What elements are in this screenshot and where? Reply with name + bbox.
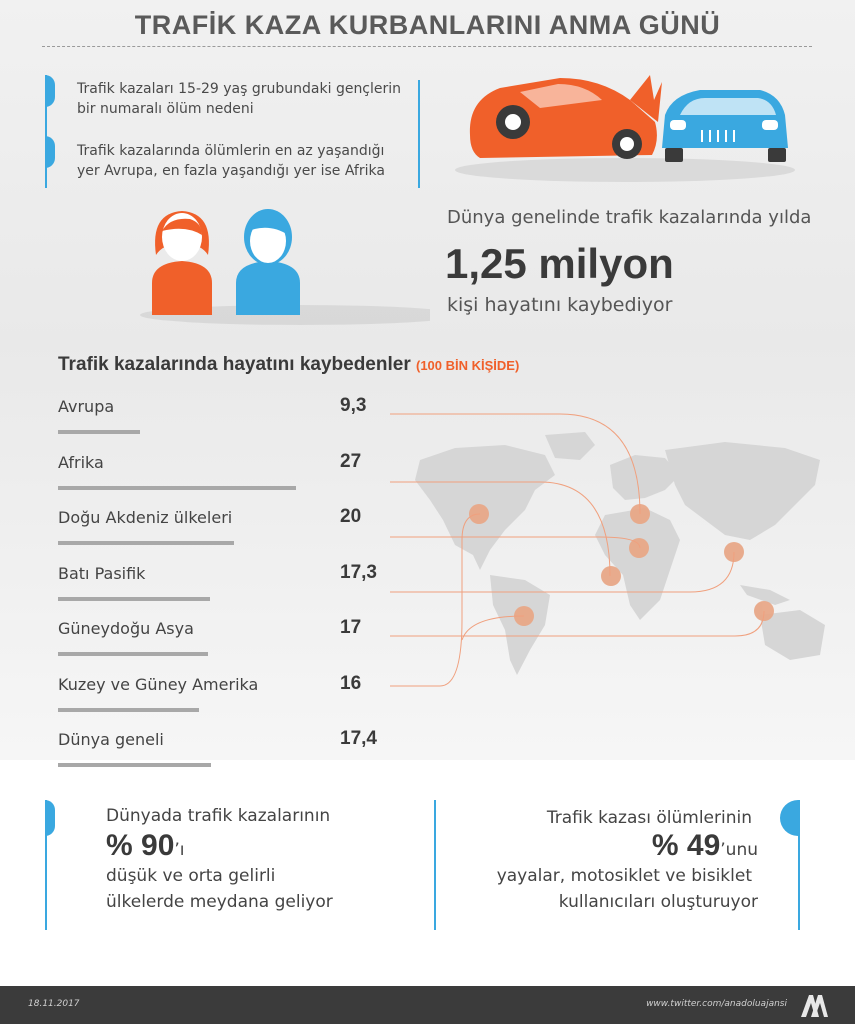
bottom-left-line1: Dünyada trafik kazalarının xyxy=(106,806,331,826)
bottom-left-line4: ülkelerde meydana geliyor xyxy=(106,892,333,912)
bar xyxy=(58,430,140,434)
bottom-left-text xyxy=(106,803,333,915)
stat-intro: Dünya genelinde trafik kazalarında yılda xyxy=(447,207,812,228)
bottom-right-text xyxy=(497,805,758,915)
bar xyxy=(58,708,199,712)
fact-1-line1: Trafik kazaları 15-29 yaş grubundaki gençlerin xyxy=(77,81,402,97)
footer xyxy=(0,986,855,1024)
fact-1-line2: bir numaralı ölüm nedeni xyxy=(77,101,254,117)
chart-title-text: Trafik kazalarında hayatını kaybedenler xyxy=(58,354,411,375)
connector-dogu-akdeniz xyxy=(390,537,640,548)
bottom-right-suffix: ’unu xyxy=(720,840,758,860)
footer-date: 18.11.2017 xyxy=(28,999,80,1009)
aa-logo-icon xyxy=(799,991,829,1019)
connector-bati-pasifik xyxy=(390,552,734,592)
footer-twitter-link[interactable]: www.twitter.com/anadoluajansi xyxy=(646,999,787,1009)
bottom-left-marker xyxy=(45,800,55,836)
bar xyxy=(58,597,210,601)
bottom-right-line4: kullanıcıları oluşturuyor xyxy=(558,892,758,912)
connector-amerika-north xyxy=(390,514,480,686)
bar-value-label: 9,3 xyxy=(340,395,367,416)
bar-label: Güneydoğu Asya xyxy=(58,619,194,638)
stat-subtext: kişi hayatını kaybediyor xyxy=(447,294,673,316)
bottom-left-line xyxy=(45,800,47,930)
stat-big-number: 1,25 milyon xyxy=(445,240,674,287)
bottom-right-line1: Trafik kazası ölümlerinin xyxy=(546,808,752,828)
chart-unit: (100 BİN KİŞİDE) xyxy=(416,358,520,373)
bottom-left-suffix: ’ı xyxy=(174,840,185,860)
bar-value-label: 16 xyxy=(340,672,362,694)
connector-avrupa xyxy=(390,414,640,514)
bar-label: Afrika xyxy=(58,452,104,472)
bottom-right-marker xyxy=(780,800,800,836)
bar-label: Doğu Akdeniz ülkeleri xyxy=(58,508,233,527)
bar-label: Avrupa xyxy=(58,397,115,416)
bar-value-label: 17,3 xyxy=(340,561,377,583)
bar-label: Batı Pasifik xyxy=(58,563,146,583)
bottom-left-line3: düşük ve orta gelirli xyxy=(106,866,276,886)
bar-value-label: 20 xyxy=(340,506,362,527)
page-title: TRAFİK KAZA KURBANLARINI ANMA GÜNÜ xyxy=(134,10,721,40)
bar xyxy=(58,652,208,656)
bar xyxy=(58,763,211,767)
bar xyxy=(58,541,234,545)
bar-value-label: 17 xyxy=(340,617,362,638)
bar-value-label: 27 xyxy=(340,450,362,472)
bar xyxy=(58,486,296,490)
connector-afrika xyxy=(390,482,610,576)
bottom-right-line xyxy=(798,800,800,930)
bottom-right-line3: yayalar, motosiklet ve bisiklet xyxy=(496,866,752,886)
connector-guneydogu-asya xyxy=(390,611,764,636)
bottom-right-pct: % 49 xyxy=(651,829,721,862)
fact-2-line2: yer Avrupa, en fazla yaşandığı yer ise Afrika xyxy=(77,163,385,179)
bar-value-label: 17,4 xyxy=(340,728,377,749)
bar-label: Dünya geneli xyxy=(58,730,164,749)
bottom-left-pct: % 90 xyxy=(106,829,175,862)
fact-2-line1: Trafik kazalarında ölümlerin en az yaşandığı xyxy=(77,143,385,159)
bar-label: Kuzey ve Güney Amerika xyxy=(58,674,259,694)
bottom-middle-line xyxy=(434,800,436,930)
